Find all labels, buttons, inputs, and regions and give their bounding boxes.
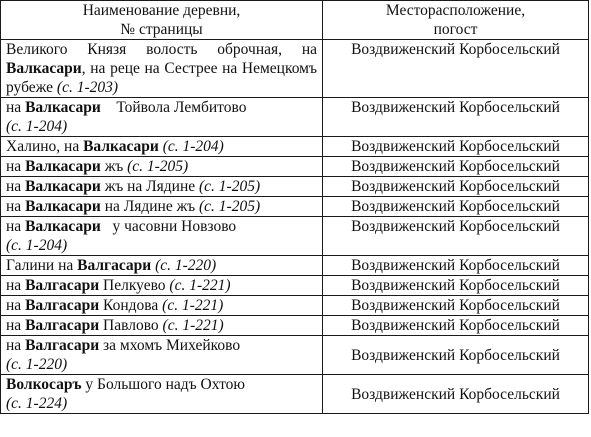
village-name-cell xyxy=(1,256,323,276)
village-description: на xyxy=(6,178,26,195)
header-village-name xyxy=(1,1,323,40)
location-cell xyxy=(323,217,589,256)
village-name-cell xyxy=(1,177,323,197)
village-description: у часовни Новзово xyxy=(100,218,237,235)
location-text: Воздвиженский Корбосельский xyxy=(351,138,560,155)
header-location-line1: Месторасположение, xyxy=(385,2,526,19)
village-name-cell xyxy=(1,40,323,98)
header-location-line2: погост xyxy=(433,21,478,38)
location-cell xyxy=(323,197,589,217)
table-row xyxy=(1,276,589,296)
village-description: на xyxy=(6,277,26,294)
page-reference: (с. 1-220) xyxy=(6,356,68,373)
village-name: Волкосаръ xyxy=(6,376,82,393)
location-cell xyxy=(323,336,589,375)
header-village-name-line1: Наименование деревни, xyxy=(82,2,241,19)
location-text: Воздвиженский Корбосельский xyxy=(351,99,560,116)
village-name: Валгасари xyxy=(25,337,100,354)
village-name-cell xyxy=(1,217,323,256)
page-reference: (с. 1-204) xyxy=(6,118,68,135)
table-row xyxy=(1,217,589,256)
page-reference: (с. 1-221) xyxy=(162,317,224,334)
table-row xyxy=(1,98,589,137)
village-name-cell xyxy=(1,137,323,157)
page-reference: (с. 1-224) xyxy=(6,395,68,412)
village-name: Валкасари xyxy=(25,198,101,215)
village-name: Валгасари xyxy=(25,317,100,334)
location-text: Воздвиженский Корбосельский xyxy=(351,346,560,364)
page-reference: (с. 1-205) xyxy=(127,158,189,175)
village-name: Валгасари xyxy=(25,297,100,314)
location-cell xyxy=(323,256,589,276)
page-reference: (с. 1-221) xyxy=(162,297,224,314)
village-description: Тойвола Лембитово xyxy=(100,99,247,116)
village-description: на xyxy=(6,297,26,314)
village-name-cell xyxy=(1,316,323,336)
village-description: на xyxy=(6,99,26,116)
location-cell xyxy=(323,98,589,137)
page-reference: (с. 1-220) xyxy=(151,257,217,274)
village-description: за мхомъ Михейково xyxy=(99,337,241,354)
village-name-cell xyxy=(1,157,323,177)
location-text: Воздвиженский Корбосельский xyxy=(351,218,560,235)
village-name-cell xyxy=(1,197,323,217)
location-text: Воздвиженский Корбосельский xyxy=(351,178,560,195)
location-text: Воздвиженский Корбосельский xyxy=(351,385,560,403)
table-row xyxy=(1,137,589,157)
location-text: Воздвиженский Корбосельский xyxy=(351,41,560,58)
village-name-cell xyxy=(1,336,323,375)
page-reference: (с. 1-204) xyxy=(6,237,68,254)
location-text: Воздвиженский Корбосельский xyxy=(351,297,560,314)
village-description: на xyxy=(6,158,26,175)
village-description: Кондова xyxy=(99,297,163,314)
location-cell xyxy=(323,40,589,98)
location-cell xyxy=(323,177,589,197)
location-text: Воздвиженский Корбосельский xyxy=(351,158,560,175)
location-cell xyxy=(323,375,589,414)
table-row xyxy=(1,197,589,217)
location-cell xyxy=(323,137,589,157)
village-description: Халино, на xyxy=(6,138,84,155)
village-description: жъ xyxy=(100,158,128,175)
page-reference: (с. 1-204) xyxy=(158,138,224,155)
village-name: Валкасари xyxy=(25,158,101,175)
village-name-cell xyxy=(1,98,323,137)
village-name: Валкасари xyxy=(83,138,159,155)
village-description: Великого Князя волость оброчная, на xyxy=(6,41,321,58)
page-reference: (с. 1-221) xyxy=(169,277,231,294)
location-text: Воздвиженский Корбосельский xyxy=(351,317,560,334)
village-description: на Лядине жъ xyxy=(100,198,200,215)
page-reference: (с. 1-205) xyxy=(199,198,261,215)
table-row xyxy=(1,296,589,316)
village-description: у Большого надъ Охтою xyxy=(81,376,245,393)
table-row xyxy=(1,177,589,197)
table-row xyxy=(1,157,589,177)
village-name-cell xyxy=(1,276,323,296)
table-row xyxy=(1,336,589,375)
village-description: на xyxy=(6,198,26,215)
location-text: Воздвиженский Корбосельский xyxy=(351,198,560,215)
location-text: Воздвиженский Корбосельский xyxy=(351,277,560,294)
village-name: Валкасари xyxy=(25,99,101,116)
header-location xyxy=(323,1,589,40)
village-name: Валгасари xyxy=(25,277,100,294)
village-name-cell xyxy=(1,375,323,414)
village-name: Валкасари xyxy=(25,178,101,195)
village-description: на xyxy=(6,337,26,354)
location-cell xyxy=(323,296,589,316)
table-row xyxy=(1,40,589,98)
village-description: на xyxy=(6,317,26,334)
village-description: жъ на Лядине xyxy=(100,178,200,195)
location-text: Воздвиженский Корбосельский xyxy=(351,257,560,274)
table-body xyxy=(1,40,589,414)
header-village-name-line2: № страницы xyxy=(120,21,203,38)
location-cell xyxy=(323,276,589,296)
village-name: Валгасари xyxy=(77,257,152,274)
location-cell xyxy=(323,157,589,177)
village-name: Валкасари xyxy=(25,218,101,235)
village-description: Павлово xyxy=(99,317,163,334)
table-row xyxy=(1,316,589,336)
table-row xyxy=(1,256,589,276)
village-name-cell xyxy=(1,296,323,316)
page-reference: (с. 1-203) xyxy=(56,79,119,96)
header-row xyxy=(1,1,589,40)
village-name: Валкасари xyxy=(6,60,82,77)
village-description: , на реце на Сестрее на Немецкомъ рубеже xyxy=(6,60,321,96)
village-description: на xyxy=(6,218,26,235)
table-row xyxy=(1,375,589,414)
village-description: Пелкуево xyxy=(99,277,170,294)
village-description: Галини на xyxy=(6,257,78,274)
location-cell xyxy=(323,316,589,336)
page-reference: (с. 1-205) xyxy=(199,178,261,195)
